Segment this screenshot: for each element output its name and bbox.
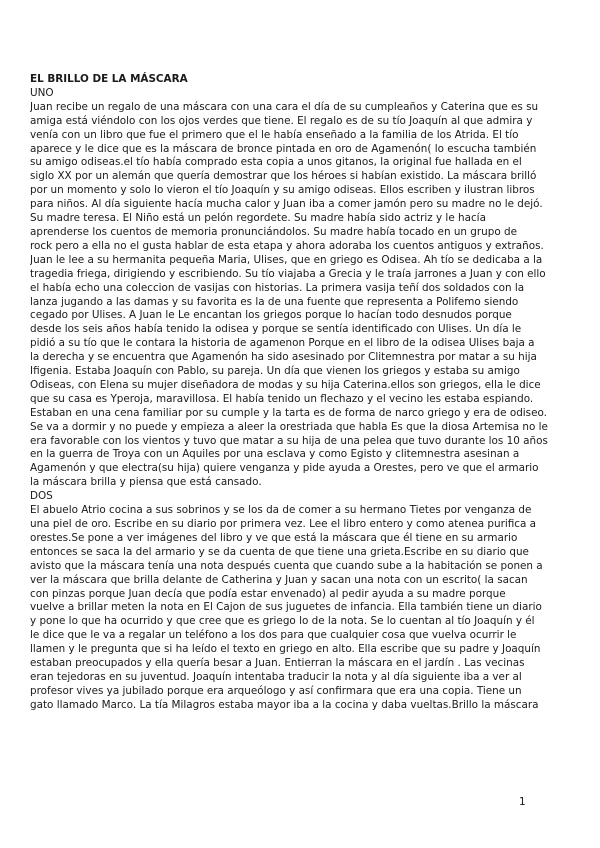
text-line: aprenderse los cuentos de memoria pronunciándolos. Su madre había tocado en un grupo de bbox=[30, 225, 518, 238]
section-heading-dos: DOS bbox=[30, 490, 53, 503]
text-line: siglo XX por un alemán que quería demostrar que los héroes si habían existido. La máscara brilló bbox=[30, 170, 537, 183]
text-line: Estaban en una cena familiar por su cumple y la tarta es de forma de narco griego y era de odiseo. bbox=[30, 406, 547, 419]
text-line: El abuelo Atrio cocina a sus sobrinos y se los da de comer a su hermano Tietes por venganza de bbox=[30, 504, 532, 517]
text-line: le dice que le va a regalar un teléfono a los dos para que cualquier cosa que vuelva ocurrir le bbox=[30, 629, 517, 642]
text-line: gato llamado Marco. La tía Milagros estaba mayor iba a la cocina y daba vueltas.Brillo la máscara bbox=[30, 698, 539, 711]
text-line: desde los seis años había tenido la odisea y porque se sentía identificado con Ulises. Un día le bbox=[30, 323, 522, 336]
text-line: ver la máscara que brilla delante de Catherina y Juan y sacan una nota con un escrito( la sacan bbox=[30, 573, 528, 586]
text-line: Su madre teresa. El Niño está un pelón regordete. Su madre había sido actriz y le hacía bbox=[30, 212, 486, 225]
text-line: y pone lo que ha ocurrido y que cree que es griego lo de la nota. Se lo cuentan al tío Joaquín y él bbox=[30, 615, 535, 628]
text-line: cegado por Ulises. A Juan le Le encantan los griegos porque lo hacían todo desnudos porque bbox=[30, 309, 512, 322]
text-line: que su casa es Yperoja, maravillosa. El había tenido un flechazo y el vecino les estaba espiando. bbox=[30, 392, 534, 405]
text-line: por un momento y solo lo vieron el tío Joaquín y su amigo odiseas. Ellos escriben y ilustran libros bbox=[30, 184, 535, 197]
page-number: 1 bbox=[519, 796, 526, 808]
text-line: Juan recibe un regalo de una máscara con una cara el día de su cumpleaños y Caterina que es su bbox=[30, 100, 539, 113]
text-line: tragedia friega, dirigiendo y escribiendo. Su tío viajaba a Grecia y le traía jarrones a Juan y con ello bbox=[30, 267, 546, 280]
text-line: estaban preocupados y ella quería besar a Juan. Entierran la máscara en el jardín . Las vecinas bbox=[30, 657, 525, 670]
text-line: Odiseas, con Elena su mujer diseñadora de modas y su hija Caterina.ellos son griegos, ella le dice bbox=[30, 378, 541, 391]
text-line: Agamenón y que electra(su hija) quiere venganza y pide ayuda a Orestes, pero ve que el armario bbox=[30, 462, 539, 475]
text-line: lanza jugando a las damas y su favorita es la de una fuente que representa a Polifemo siendo bbox=[30, 295, 519, 308]
text-line: aparece y le dice que es la máscara de bronce pintada en oro de Agamenón( lo escucha también bbox=[30, 142, 537, 155]
section-body-uno bbox=[30, 101, 572, 490]
text-line: era favorable con los vientos y tuvo que matar a su hija de una pelea que tuvo durante los 10 años bbox=[30, 434, 548, 447]
text-line: entonces se saca la del armario y se da cuenta de que tiene una grieta.Escribe en su diario que bbox=[30, 545, 529, 558]
text-line: para niños. Al día siguiente hacía mucha calor y Juan iba a comer jamón pero su madre no le dejó. bbox=[30, 198, 543, 211]
text-line: llamen y le pregunta que si ha leído el texto en griego en alto. Ella escribe que su padre y Joaquín bbox=[30, 643, 541, 656]
text-line: Se va a dormir y no puede y empieza a aleer la orestriada que habla Es que la diosa Artemisa no le bbox=[30, 420, 548, 433]
text-line: avisto que la máscara tenía una nota después cuenta que cuando sube a la habitación se ponen a bbox=[30, 559, 543, 572]
text-line: Ifigenia. Estaba Joaquín con Pablo, su pareja. Un día que vienen los griegos y estaba su amigo bbox=[30, 365, 520, 378]
text-line: venía con un libro que fue el primero que el le había enseñado a la familia de los Atrida. El tío bbox=[30, 128, 519, 141]
section-body-dos bbox=[30, 504, 572, 713]
text-line: la derecha y se encuentra que Agamenón ha sido asesinado por Clitemnestra por matar a su hija bbox=[30, 351, 537, 364]
document-page bbox=[30, 73, 572, 713]
text-line: en la guerra de Troya con un Aquiles por una esclava y como Egisto y clitemnestra asesinan a bbox=[30, 448, 520, 461]
document-title: EL BRILLO DE LA MÁSCARA bbox=[30, 73, 188, 85]
text-line: profesor vives ya jubilado porque era arqueólogo y así confirmara que era una copia. Tiene un bbox=[30, 684, 522, 697]
text-line: Juan le lee a su hermanita pequeña Maria, Ulises, que en griego es Odisea. Ah tío se dedicaba a la bbox=[30, 253, 543, 266]
text-line: vuelve a brillar meten la nota en El Cajon de sus juguetes de infancia. Ella también tiene un diario bbox=[30, 601, 542, 614]
text-line: con pinzas porque Juan decía que podía estar envenado) al pedir ayuda a su madre porque bbox=[30, 587, 506, 600]
text-line: pidió a su tío que le contara la historia de agamenon Porque en el libro de la odisea Ulises baja a bbox=[30, 337, 535, 350]
text-line: orestes.Se pone a ver imágenes del libro y ve que está la máscara que él tiene en su armario bbox=[30, 531, 518, 544]
text-line: eran tejedoras en su juventud. Joaquín intentaba traducir la nota y al día siguiente iba a ver al bbox=[30, 670, 522, 683]
text-line: amiga está viéndolo con los ojos verdes que tiene. El regalo es de su tío Joaquín al que admira y bbox=[30, 114, 533, 127]
text-line: el había echo una coleccion de vasijas con historias. La primera vasija teñí dos soldados con la bbox=[30, 281, 525, 294]
text-line: una piel de oro. Escribe en su diario por primera vez. Lee el libro entero y como atenea purifica a bbox=[30, 518, 537, 530]
text-line: su amigo odiseas.el tío había comprado esta copia a unos gitanos, la original fue hallada en el bbox=[30, 156, 522, 169]
text-line: rock pero a ella no el gusta hablar de esta etapa y ahora adoraba los cuentos antiguos y extraños. bbox=[30, 239, 544, 252]
text-line: la máscara brilla y piensa que está cansado. bbox=[30, 476, 262, 489]
section-heading-uno: UNO bbox=[30, 86, 54, 99]
